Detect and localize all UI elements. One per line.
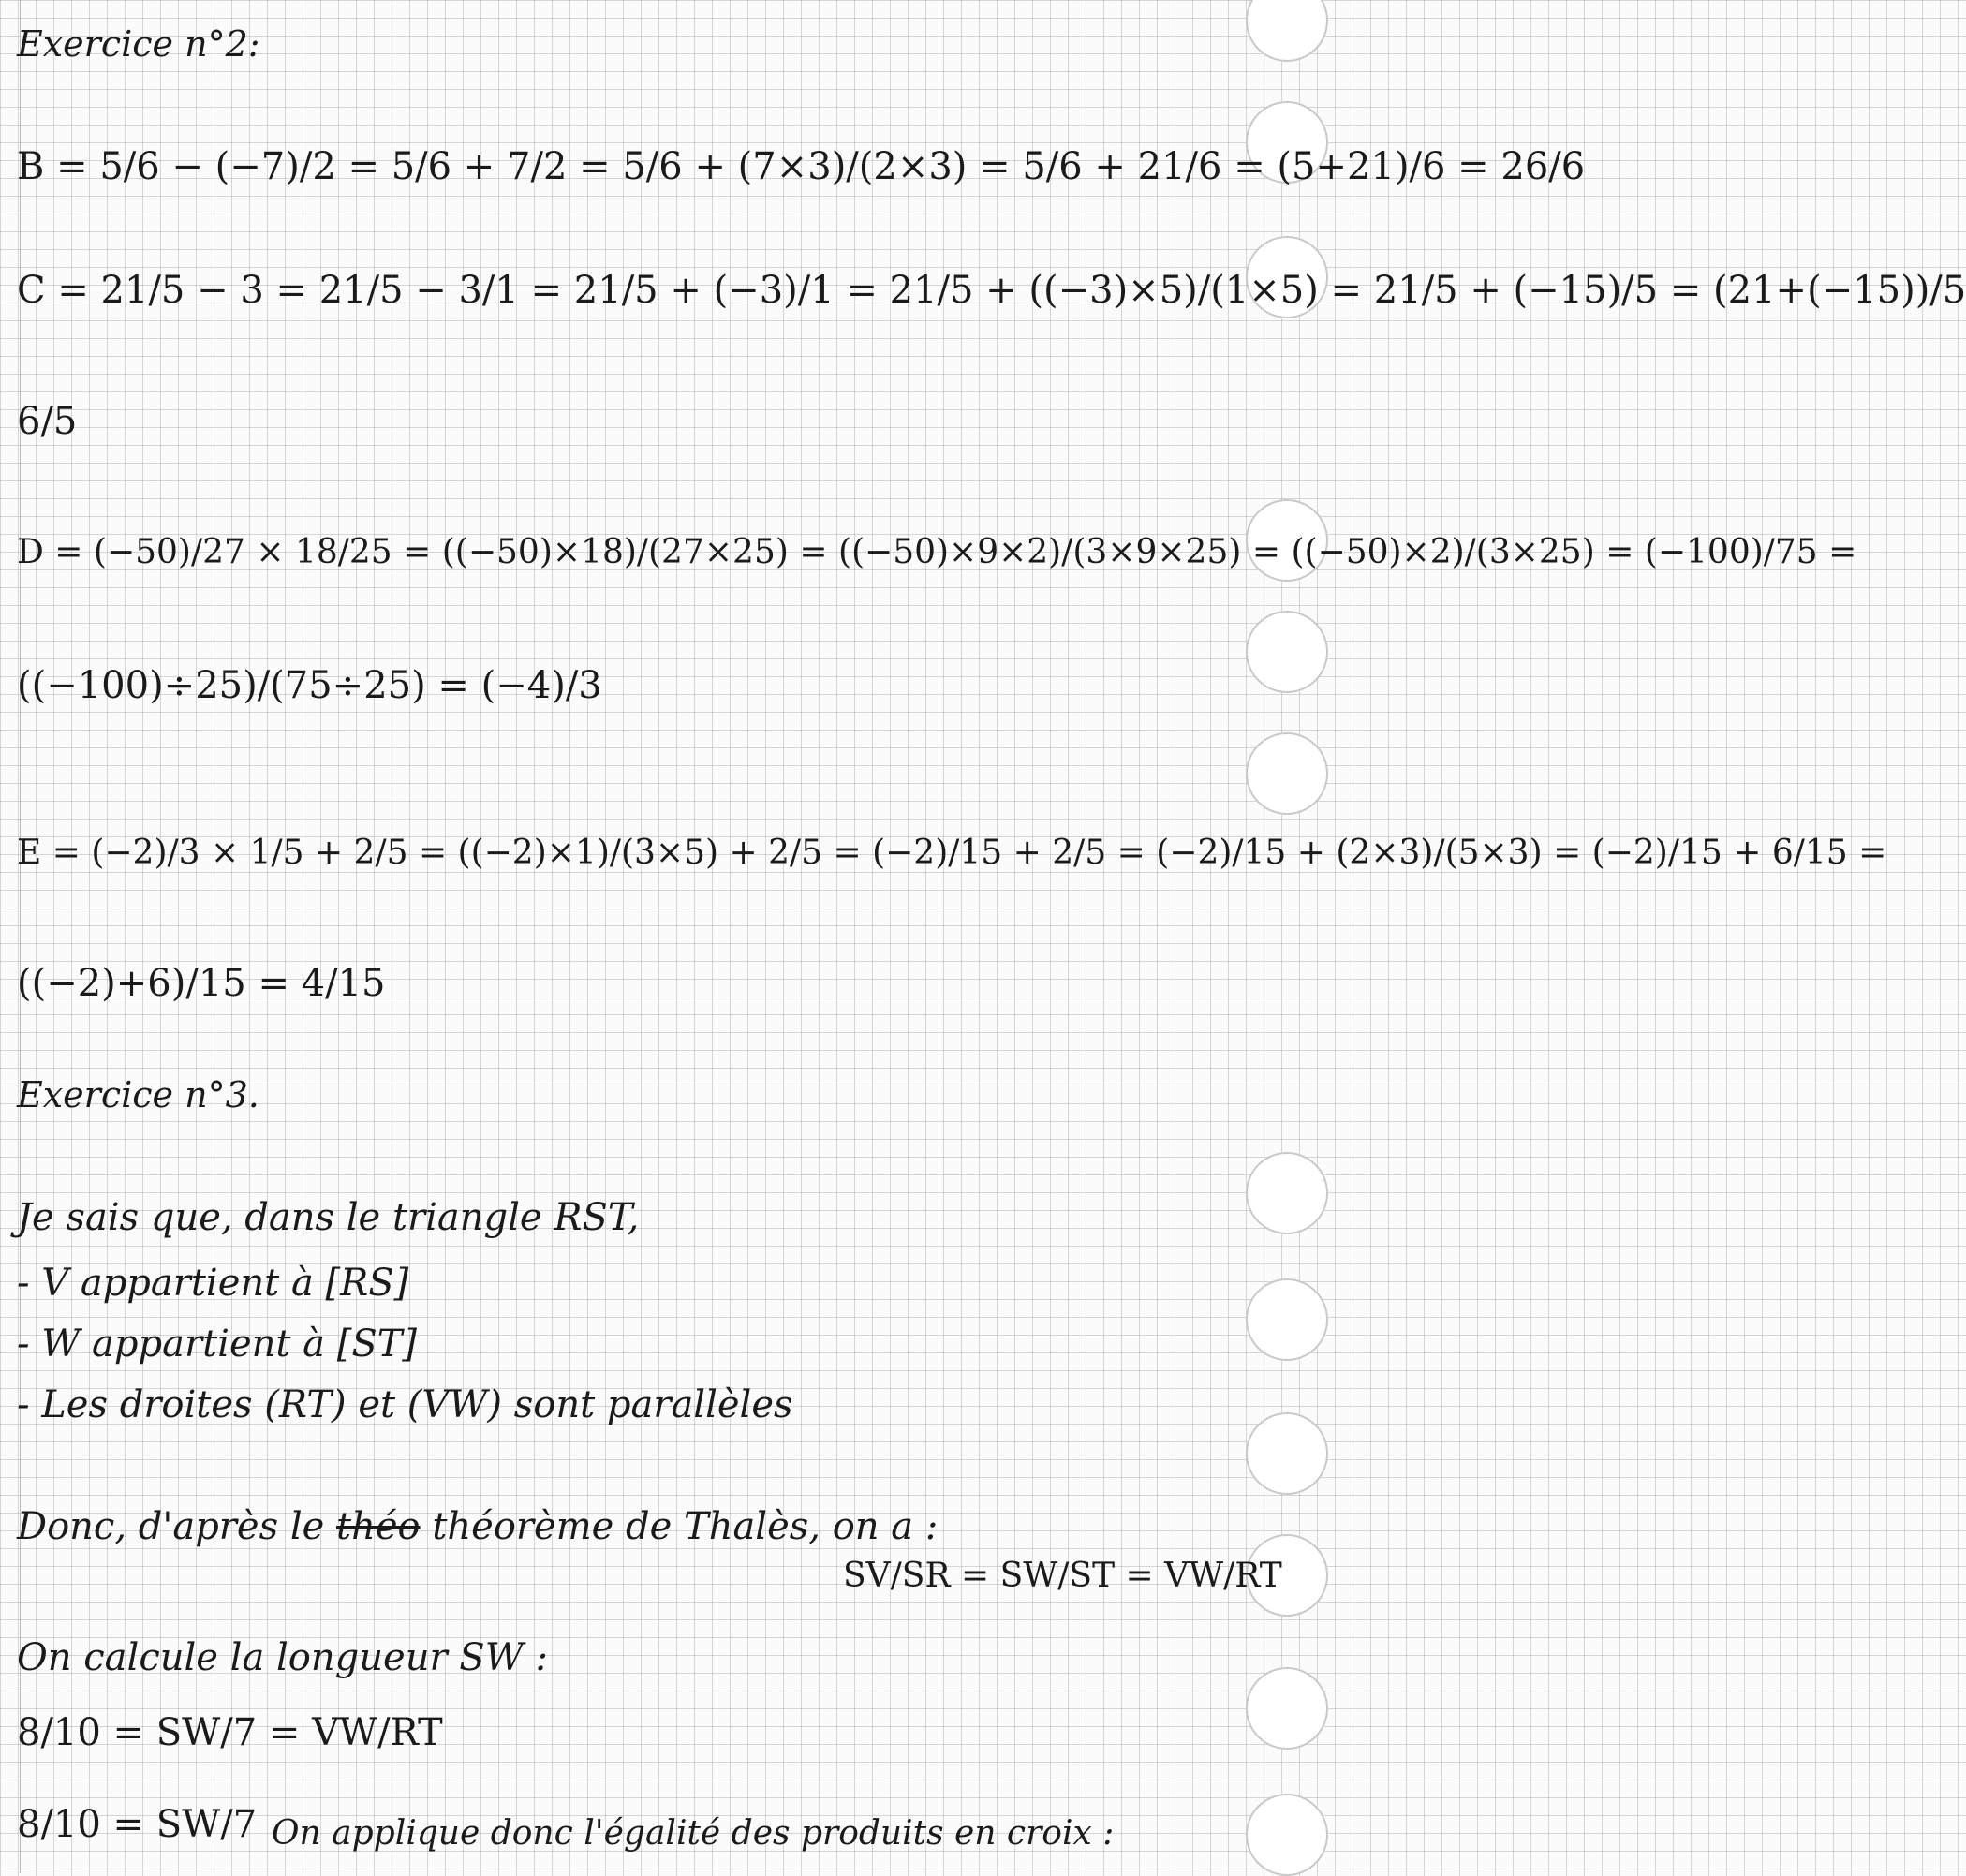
hypothesis-w-on-st: - W appartient à [ST] (17, 1322, 418, 1366)
cross-product-text: On applique donc l'égalité des produits en croix : (272, 1814, 1115, 1853)
expression-d-continued: ((−100)÷25)/(75÷25) = (−4)/3 (17, 664, 602, 707)
calc-equation-1: 8/10 = SW/7 = VW/RT (17, 1711, 443, 1754)
expression-e-continued: ((−2)+6)/15 = 4/15 (17, 962, 386, 1005)
exercise-3-title: Exercice n°3. (17, 1074, 259, 1115)
thales-ratios: SV/SR = SW/ST = VW/RT (843, 1557, 1282, 1595)
hypothesis-parallel-lines: - Les droites (RT) et (VW) sont parallèles (17, 1383, 793, 1426)
expression-c-result: 6/5 (17, 400, 78, 443)
thales-conclusion (17, 1505, 939, 1548)
expression-d: D = (−50)/27 × 18/25 = ((−50)×18)/(27×25) = ((−50)×9×2)/(3×9×25) = ((−50)×2)/(3×25) = (−100)/75 = (17, 533, 1857, 571)
punch-hole (1246, 0, 1328, 62)
hypothesis-v-on-rs: - V appartient à [RS] (17, 1262, 409, 1305)
punch-hole (1246, 1278, 1328, 1361)
thales-suffix: théorème de Thalès, on a : (420, 1505, 939, 1548)
expression-c: C = 21/5 − 3 = 21/5 − 3/1 = 21/5 + (−3)/1 = 21/5 + ((−3)×5)/(1×5) = 21/5 + (−15)/5 = (21+(−15))/5 (17, 269, 1966, 312)
exercise-2-title: Exercice n°2: (17, 23, 260, 65)
punch-hole (1246, 1152, 1328, 1234)
punch-hole (1246, 1412, 1328, 1495)
thales-prefix: Donc, d'après le (17, 1505, 337, 1548)
punch-hole (1246, 732, 1328, 815)
hypothesis-intro: Je sais que, dans le triangle RST, (17, 1196, 640, 1239)
calc-equation-2: 8/10 = SW/7 (17, 1803, 258, 1846)
calc-intro: On calcule la longueur SW : (17, 1636, 548, 1679)
punch-hole (1246, 1794, 1328, 1876)
struck-word: théo (336, 1505, 421, 1548)
expression-b: B = 5/6 − (−7)/2 = 5/6 + 7/2 = 5/6 + (7×3)/(2×3) = 5/6 + 21/6 = (5+21)/6 = 26/6 (17, 145, 1586, 188)
punch-hole (1246, 1667, 1328, 1750)
expression-e: E = (−2)/3 × 1/5 + 2/5 = ((−2)×1)/(3×5) + 2/5 = (−2)/15 + 2/5 = (−2)/15 + (2×3)/(5×3) = (−2)/15 + 6/15 = (17, 834, 1887, 872)
punch-hole (1246, 611, 1328, 693)
